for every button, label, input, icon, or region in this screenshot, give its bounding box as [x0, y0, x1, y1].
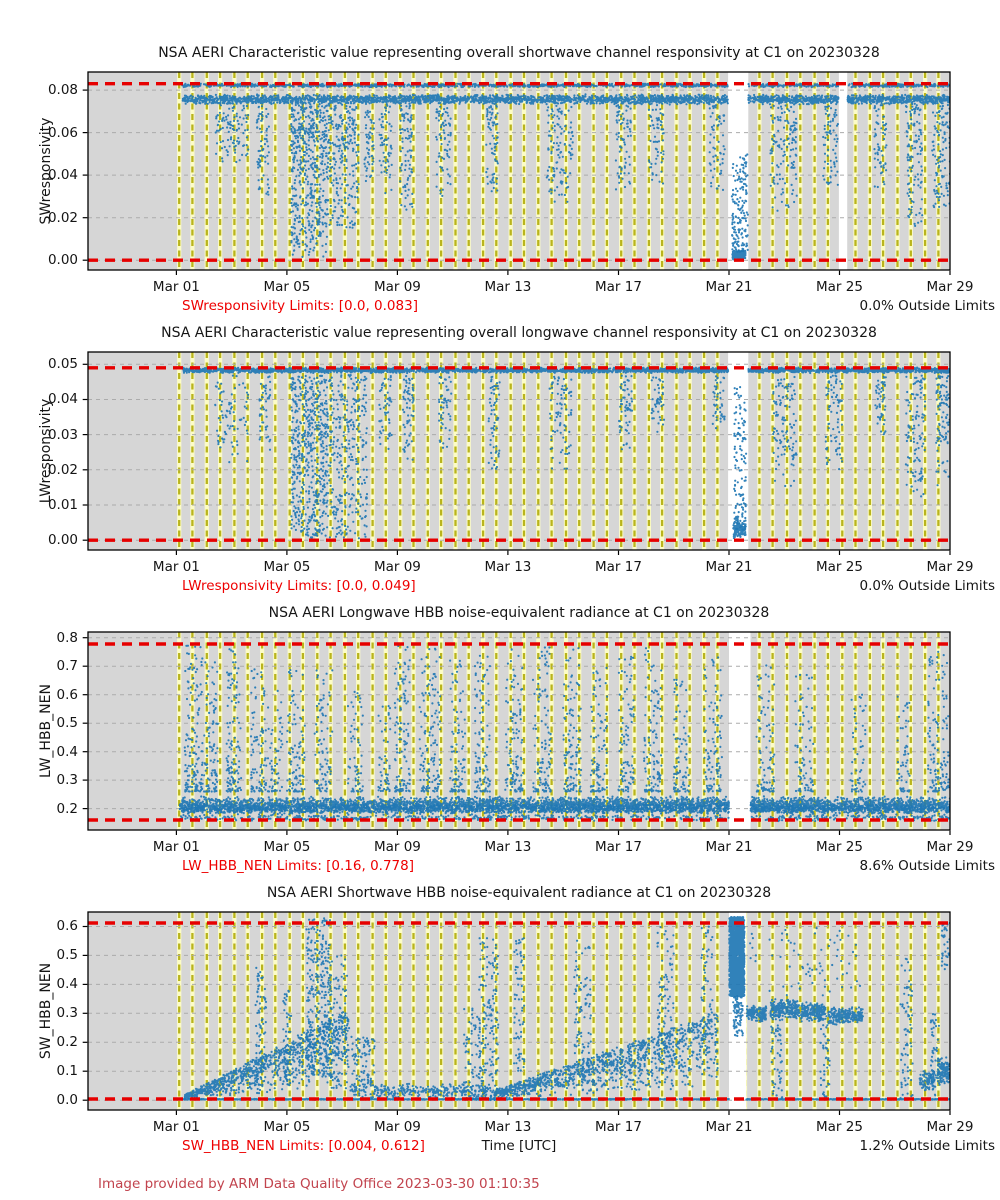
- x-tick-label: Mar 05: [263, 1119, 311, 1135]
- y-tick-label: 0.8: [56, 629, 78, 646]
- x-tick-label: Mar 09: [373, 279, 421, 295]
- plot3-title: NSA AERI Longwave HBB noise-equivalent radiance at C1 on 20230328: [268, 605, 770, 621]
- x-tick-label: Mar 17: [594, 279, 642, 295]
- x-tick-label: Mar 21: [705, 279, 753, 295]
- y-tick-label: 0.00: [47, 532, 78, 549]
- plot1-area: [88, 72, 950, 270]
- plot3-area: [88, 632, 950, 830]
- x-tick-label: Mar 13: [484, 559, 532, 575]
- y-tick-label: 0.02: [47, 209, 78, 226]
- plot3-y-axis-label: LW_HBB_NEN: [38, 684, 54, 778]
- x-axis-label: Time [UTC]: [481, 1138, 557, 1154]
- y-tick-label: 0.06: [47, 124, 78, 141]
- x-tick-label: Mar 13: [484, 1119, 532, 1135]
- y-tick-label: 0.02: [47, 461, 78, 478]
- y-tick-label: 0.3: [56, 772, 78, 789]
- x-tick-label: Mar 17: [594, 559, 642, 575]
- plot4-limits-text: SW_HBB_NEN Limits: [0.004, 0.612]: [182, 1138, 425, 1154]
- y-tick-label: 0.5: [56, 947, 78, 964]
- plot4-outside-limits-text: 1.2% Outside Limits: [859, 1138, 995, 1154]
- y-tick-label: 0.0: [56, 1092, 78, 1109]
- x-tick-label: Mar 01: [152, 279, 200, 295]
- x-tick-label: Mar 17: [594, 1119, 642, 1135]
- y-tick-label: 0.7: [56, 658, 78, 675]
- x-tick-label: Mar 25: [816, 1119, 863, 1135]
- y-tick-label: 0.3: [56, 1005, 78, 1022]
- y-tick-label: 0.4: [56, 976, 78, 993]
- x-tick-label: Mar 09: [373, 559, 421, 575]
- x-tick-label: Mar 05: [263, 839, 311, 855]
- x-tick-label: Mar 09: [373, 839, 421, 855]
- plot1-y-axis-label: SWresponsivity: [38, 117, 54, 225]
- x-tick-label: Mar 13: [484, 279, 532, 295]
- y-tick-label: 0.4: [56, 743, 78, 760]
- plot4-area: [88, 912, 950, 1110]
- x-tick-label: Mar 21: [705, 559, 753, 575]
- x-tick-label: Mar 05: [263, 559, 311, 575]
- x-tick-label: Mar 29: [926, 839, 974, 855]
- x-tick-label: Mar 25: [816, 559, 863, 575]
- x-tick-label: Mar 01: [152, 559, 200, 575]
- plot3-outside-limits-text: 8.6% Outside Limits: [859, 858, 995, 874]
- x-tick-label: Mar 09: [373, 1119, 421, 1135]
- y-tick-label: 0.04: [47, 167, 78, 184]
- y-tick-label: 0.5: [56, 715, 78, 732]
- x-tick-label: Mar 25: [816, 839, 863, 855]
- x-tick-label: Mar 25: [816, 279, 863, 295]
- y-tick-label: 0.05: [47, 356, 78, 373]
- y-tick-label: 0.6: [56, 686, 78, 703]
- y-tick-label: 0.1: [56, 1063, 78, 1080]
- plot1-limits-text: SWresponsivity Limits: [0.0, 0.083]: [182, 298, 418, 314]
- y-tick-label: 0.2: [56, 800, 78, 817]
- x-tick-label: Mar 05: [263, 279, 311, 295]
- x-tick-label: Mar 21: [705, 839, 753, 855]
- x-tick-label: Mar 29: [926, 279, 974, 295]
- plot4-title: NSA AERI Shortwave HBB noise-equivalent radiance at C1 on 20230328: [266, 885, 772, 901]
- y-tick-label: 0.04: [47, 391, 78, 408]
- plot2-title: NSA AERI Characteristic value representing overall longwave channel responsivity at C1 on 20230328: [161, 325, 877, 341]
- provider-footer-text: Image provided by ARM Data Quality Office 2023-03-30 01:10:35: [98, 1176, 540, 1192]
- plot2-area: [88, 352, 950, 550]
- plot1-title: NSA AERI Characteristic value representing overall shortwave channel responsivity at C1 on 20230328: [158, 45, 880, 61]
- y-tick-label: 0.00: [47, 252, 78, 269]
- y-tick-label: 0.08: [47, 82, 78, 99]
- plot2-y-axis-label: LWresponsivity: [38, 398, 54, 504]
- x-tick-label: Mar 17: [594, 839, 642, 855]
- plot2-limits-text: LWresponsivity Limits: [0.0, 0.049]: [182, 578, 416, 594]
- x-tick-label: Mar 29: [926, 559, 974, 575]
- plot3-limits-text: LW_HBB_NEN Limits: [0.16, 0.778]: [182, 858, 414, 874]
- x-tick-label: Mar 01: [152, 1119, 200, 1135]
- plot2-outside-limits-text: 0.0% Outside Limits: [859, 578, 995, 594]
- y-tick-label: 0.2: [56, 1034, 78, 1051]
- x-tick-label: Mar 29: [926, 1119, 974, 1135]
- plot4-y-axis-label: SW_HBB_NEN: [38, 962, 54, 1060]
- x-tick-label: Mar 21: [705, 1119, 753, 1135]
- y-tick-label: 0.03: [47, 426, 78, 443]
- plot1-outside-limits-text: 0.0% Outside Limits: [859, 298, 995, 314]
- x-tick-label: Mar 13: [484, 839, 532, 855]
- y-tick-label: 0.01: [47, 496, 78, 513]
- x-tick-label: Mar 01: [152, 839, 200, 855]
- y-tick-label: 0.6: [56, 918, 78, 935]
